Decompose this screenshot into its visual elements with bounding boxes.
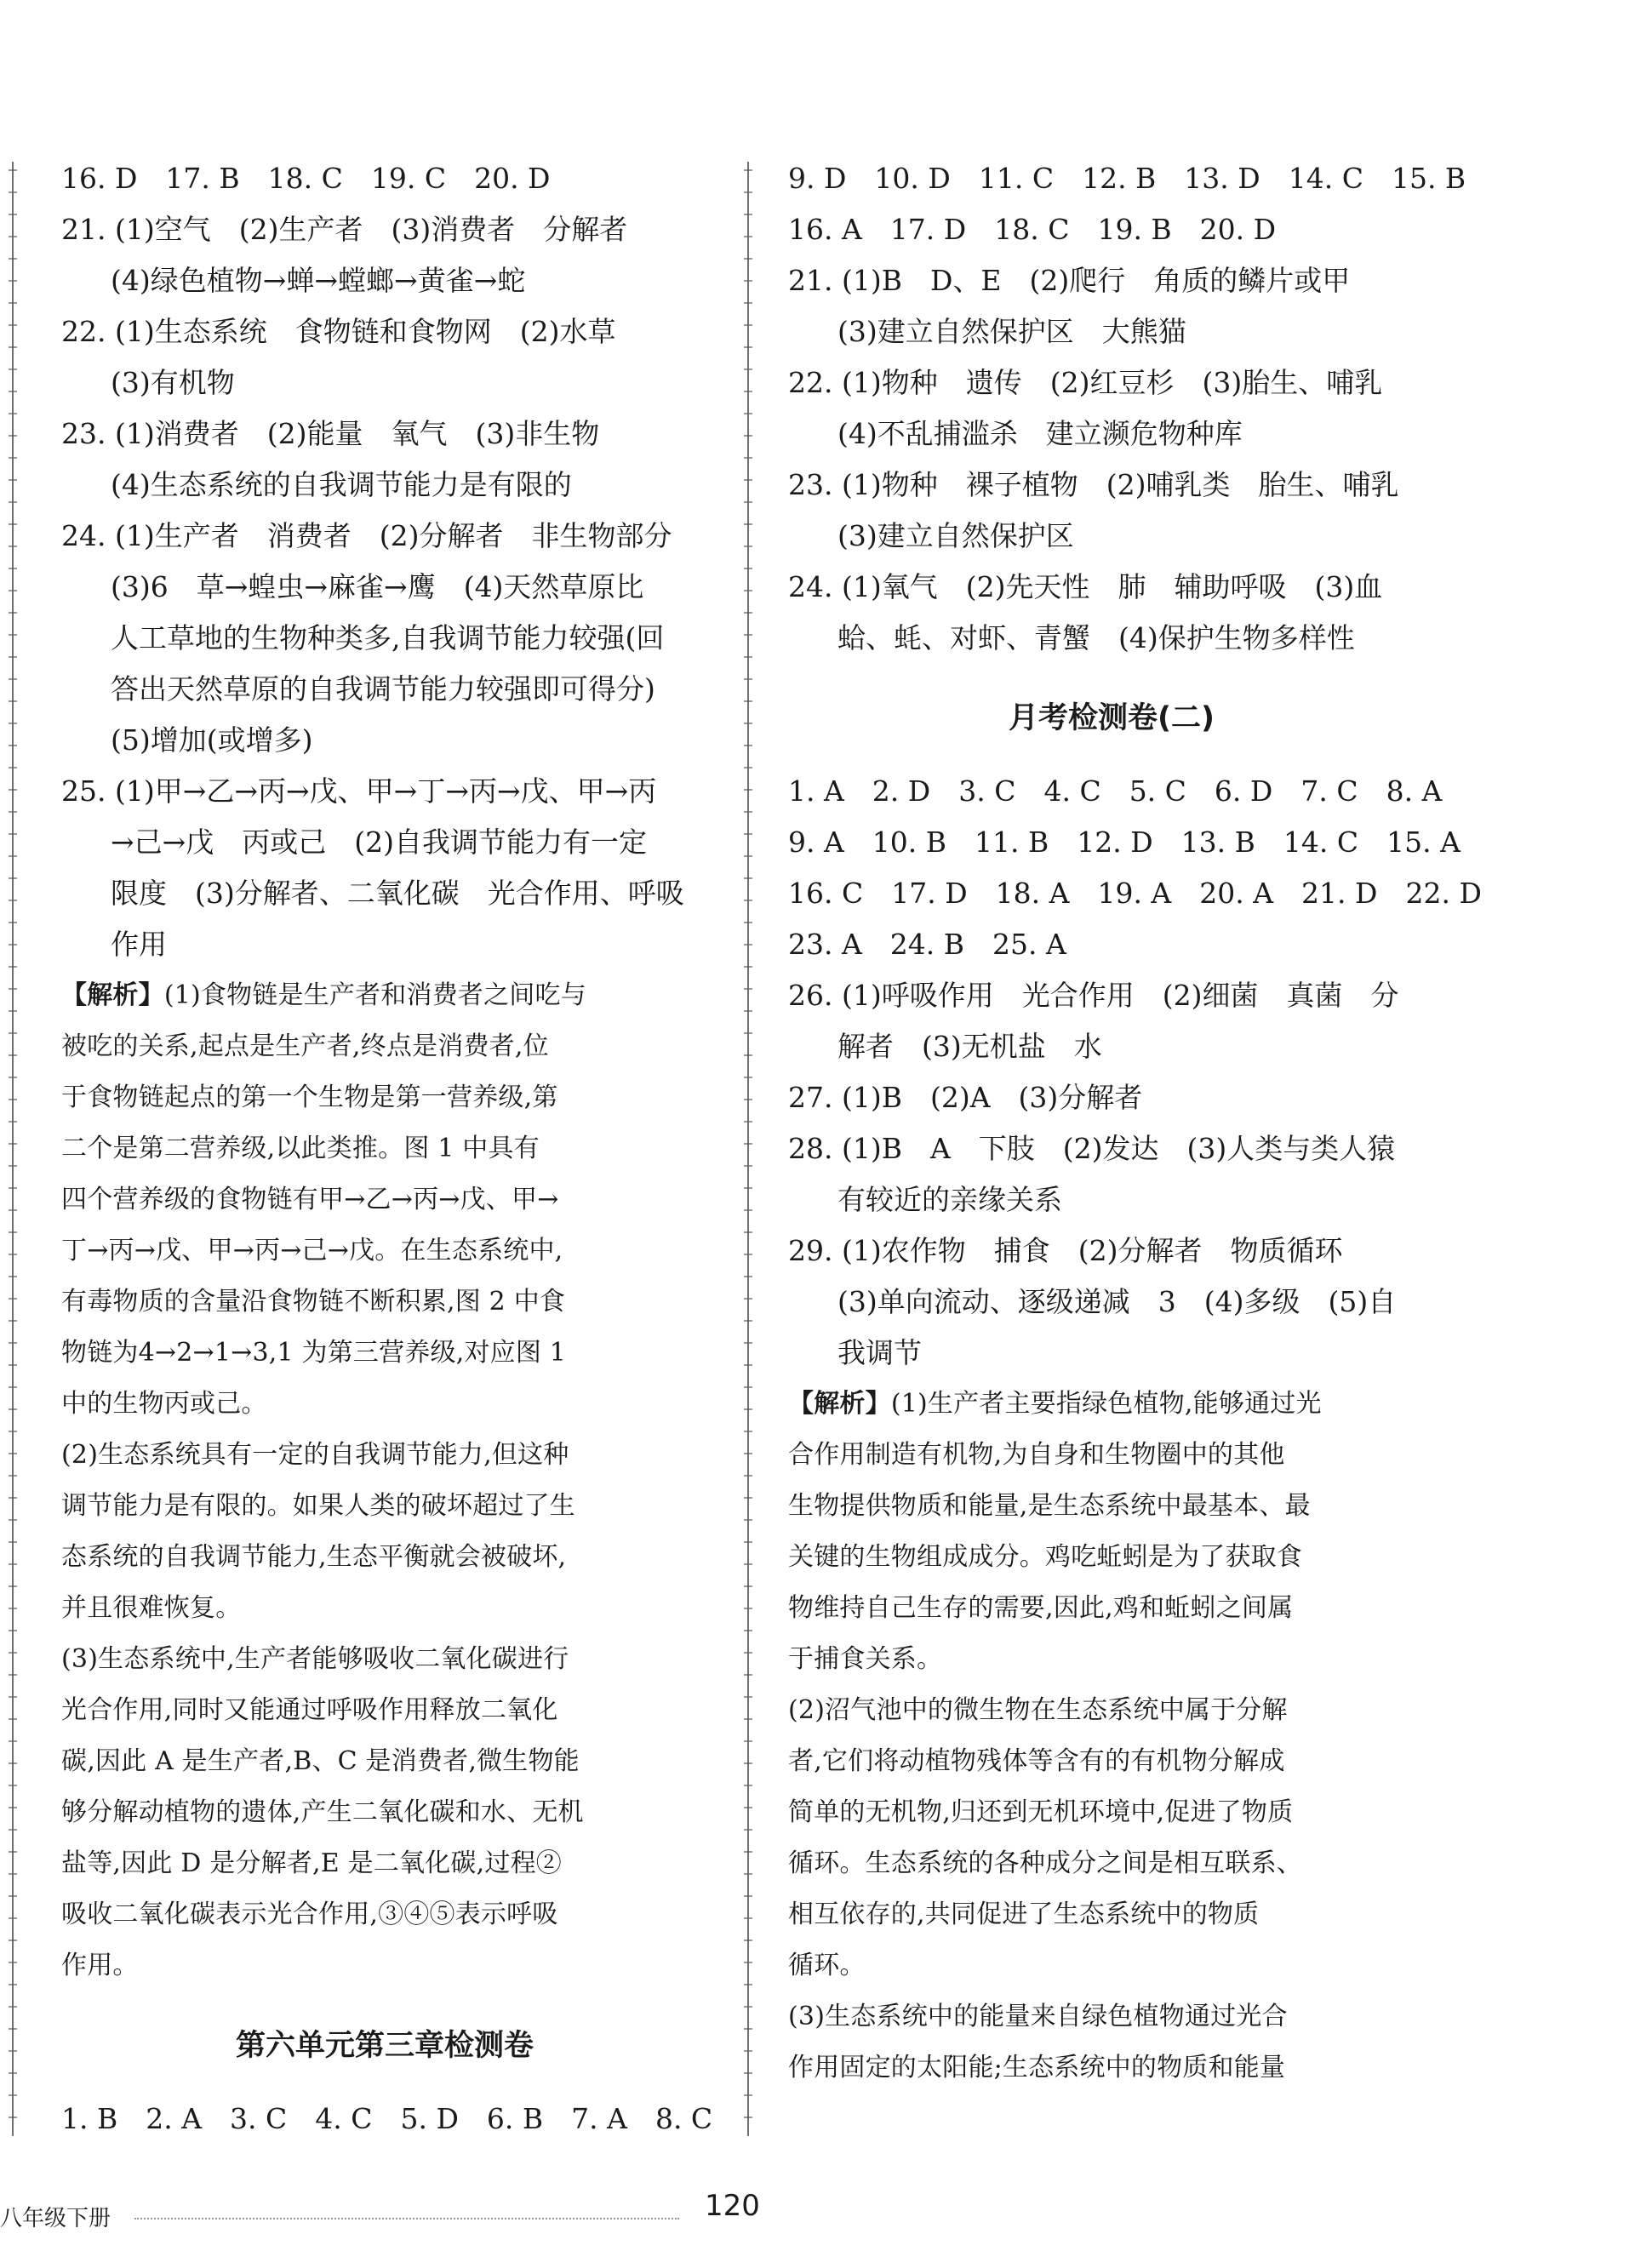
analysis-line: 四个营养级的食物链有甲→乙→丙→戊、甲→ [61, 1185, 559, 1214]
answer-line: 9. A 10. B 11. B 12. D 13. B 14. C 15. A [788, 826, 1461, 859]
analysis-line: 并且很难恢复。 [61, 1593, 242, 1623]
answer-line: 人工草地的生物种类多,自我调节能力较强(回 [111, 621, 665, 654]
analysis-line: 生物提供物质和能量,是生态系统中最基本、最 [788, 1491, 1311, 1521]
analysis-line: (2)沼气池中的微生物在生态系统中属于分解 [788, 1695, 1288, 1725]
answer-line: (5)增加(或增多) [111, 723, 313, 757]
analysis-line: 【解析】(1)食物链是生产者和消费者之间吃与 [61, 980, 586, 1010]
analysis-line: 物维持自己生存的需要,因此,鸡和蚯蚓之间属 [788, 1593, 1294, 1623]
analysis-line: (3)生态系统中,生产者能够吸收二氧化碳进行 [61, 1644, 569, 1674]
answer-line: (3)建立自然保护区 [837, 519, 1074, 552]
analysis-line: 【解析】(1)生产者主要指绿色植物,能够通过光 [788, 1389, 1322, 1419]
grade-label: 八年级下册 [0, 2206, 111, 2231]
left-column [61, 153, 713, 2145]
analysis-line: 碳,因此 A 是生产者,B、C 是消费者,微生物能 [61, 1746, 580, 1776]
analysis-line: 循环。生态系统的各种成分之间是相互联系、 [788, 1848, 1302, 1878]
analysis-line: 相互依存的,共同促进了生态系统中的物质 [788, 1900, 1260, 1929]
answer-line: 28. (1)B A 下肢 (2)发达 (3)人类与类人猿 [788, 1132, 1396, 1165]
answer-line: 限度 (3)分解者、二氧化碳 光合作用、呼吸 [111, 877, 684, 910]
answer-line: 作用 [111, 928, 167, 961]
answer-line: 答出天然草原的自我调节能力较强即可得分) [111, 672, 655, 706]
answer-line: 24. (1)氧气 (2)先天性 肺 辅助呼吸 (3)血 [788, 570, 1383, 603]
answer-line: 24. (1)生产者 消费者 (2)分解者 非生物部分 [61, 519, 672, 552]
answer-line: 26. (1)呼吸作用 光合作用 (2)细菌 真菌 分 [788, 979, 1399, 1012]
answer-line: 25. (1)甲→乙→丙→戊、甲→丁→丙→戊、甲→丙 [61, 774, 657, 808]
analysis-line: 态系统的自我调节能力,生态平衡就会被破坏, [61, 1542, 567, 1572]
answer-line: 解者 (3)无机盐 水 [837, 1030, 1102, 1063]
answer-line: 22. (1)生态系统 食物链和食物网 (2)水草 [61, 315, 616, 348]
analysis-line: 者,它们将动植物残体等含有的有机物分解成 [788, 1746, 1285, 1776]
analysis-line: 吸收二氧化碳表示光合作用,③④⑤表示呼吸 [61, 1900, 558, 1929]
analysis-line: 循环。 [788, 1951, 866, 1980]
analysis-line: 于食物链起点的第一个生物是第一营养级,第 [61, 1083, 558, 1112]
answer-line: 有较近的亲缘关系 [837, 1183, 1062, 1216]
answer-line: (3)有机物 [111, 366, 235, 399]
answer-line: 16. D 17. B 18. C 19. C 20. D [61, 162, 551, 195]
answer-line: →己→戊 丙或己 (2)自我调节能力有一定 [111, 826, 648, 859]
center-margin-ticks [742, 162, 754, 2136]
left-margin-gutter [7, 162, 19, 2136]
answer-line: 蛤、蚝、对虾、青蟹 (4)保护生物多样性 [837, 621, 1355, 654]
right-column [788, 153, 1482, 2094]
analysis-line: 简单的无机物,归还到无机环境中,促进了物质 [788, 1797, 1294, 1827]
analysis-line: 丁→丙→戊、甲→丙→己→戊。在生态系统中, [61, 1236, 563, 1265]
analysis-line: 够分解动植物的遗体,产生二氧化碳和水、无机 [61, 1797, 584, 1827]
answer-line: (4)不乱捕滥杀 建立濒危物种库 [837, 417, 1243, 450]
answer-line: 23. (1)物种 裸子植物 (2)哺乳类 胎生、哺乳 [788, 468, 1399, 501]
analysis-line: 合作用制造有机物,为自身和生物圈中的其他 [788, 1440, 1285, 1470]
analysis-tag: 【解析】 [61, 980, 164, 1010]
analysis-line: 关键的生物组成成分。鸡吃蚯蚓是为了获取食 [788, 1542, 1302, 1572]
analysis-line: 盐等,因此 D 是分解者,E 是二氧化碳,过程② [61, 1848, 562, 1878]
page-number: 120 [705, 2189, 760, 2223]
analysis-line: 被吃的关系,起点是生产者,终点是消费者,位 [61, 1031, 549, 1061]
center-margin-gutter [742, 162, 754, 2136]
analysis-line: 二个是第二营养级,以此类推。图 1 中具有 [61, 1134, 540, 1163]
analysis-line: (2)生态系统具有一定的自我调节能力,但这种 [61, 1440, 569, 1470]
analysis-line: 光合作用,同时又能通过呼吸作用释放二氧化 [61, 1695, 558, 1725]
analysis-tag: 【解析】 [788, 1389, 891, 1419]
answer-line: 21. (1)B D、E (2)爬行 角质的鳞片或甲 [788, 264, 1351, 297]
answer-line: (4)生态系统的自我调节能力是有限的 [111, 468, 572, 501]
answer-line: (3)6 草→蝗虫→麻雀→鹰 (4)天然草原比 [111, 570, 644, 603]
analysis-line: 有毒物质的含量沿食物链不断积累,图 2 中食 [61, 1287, 566, 1317]
answer-line: 21. (1)空气 (2)生产者 (3)消费者 分解者 [61, 213, 628, 246]
analysis-line: (3)生态系统中的能量来自绿色植物通过光合 [788, 2002, 1288, 2031]
answer-line: 9. D 10. D 11. C 12. B 13. D 14. C 15. B [788, 162, 1466, 195]
analysis-line: 物链为4→2→1→3,1 为第三营养级,对应图 1 [61, 1338, 567, 1368]
footer-dotted-rule [134, 2218, 679, 2219]
analysis-line: 中的生物丙或己。 [61, 1389, 267, 1419]
answer-line: 23. A 24. B 25. A [788, 928, 1066, 961]
answer-line: 27. (1)B (2)A (3)分解者 [788, 1081, 1143, 1114]
answer-line: (3)建立自然保护区 大熊猫 [837, 315, 1186, 348]
answer-line: (3)单向流动、逐级递减 3 (4)多级 (5)自 [837, 1285, 1397, 1318]
section-title: 月考检测卷(二) [1009, 701, 1215, 735]
analysis-line: 调节能力是有限的。如果人类的破坏超过了生 [61, 1491, 575, 1521]
answer-line: 22. (1)物种 遗传 (2)红豆杉 (3)胎生、哺乳 [788, 366, 1383, 399]
answer-line: 16. A 17. D 18. C 19. B 20. D [788, 213, 1277, 246]
answer-line: 1. A 2. D 3. C 4. C 5. C 6. D 7. C 8. A [788, 774, 1443, 808]
answer-line: (4)绿色植物→蝉→螳螂→黄雀→蛇 [111, 264, 526, 297]
answer-line: 23. (1)消费者 (2)能量 氧气 (3)非生物 [61, 417, 600, 450]
left-margin-ticks [7, 162, 19, 2136]
answer-line: 我调节 [837, 1336, 922, 1369]
answer-line: 16. C 17. D 18. A 19. A 20. A 21. D 22. D [788, 877, 1482, 910]
section-title: 第六单元第三章检测卷 [235, 2029, 534, 2063]
analysis-line: 作用。 [61, 1951, 139, 1980]
analysis-line: 于捕食关系。 [788, 1644, 943, 1674]
answer-line: 1. B 2. A 3. C 4. C 5. D 6. B 7. A 8. C [61, 2102, 713, 2135]
answer-line: 29. (1)农作物 捕食 (2)分解者 物质循环 [788, 1234, 1343, 1267]
analysis-line: 作用固定的太阳能;生态系统中的物质和能量 [788, 2053, 1286, 2082]
